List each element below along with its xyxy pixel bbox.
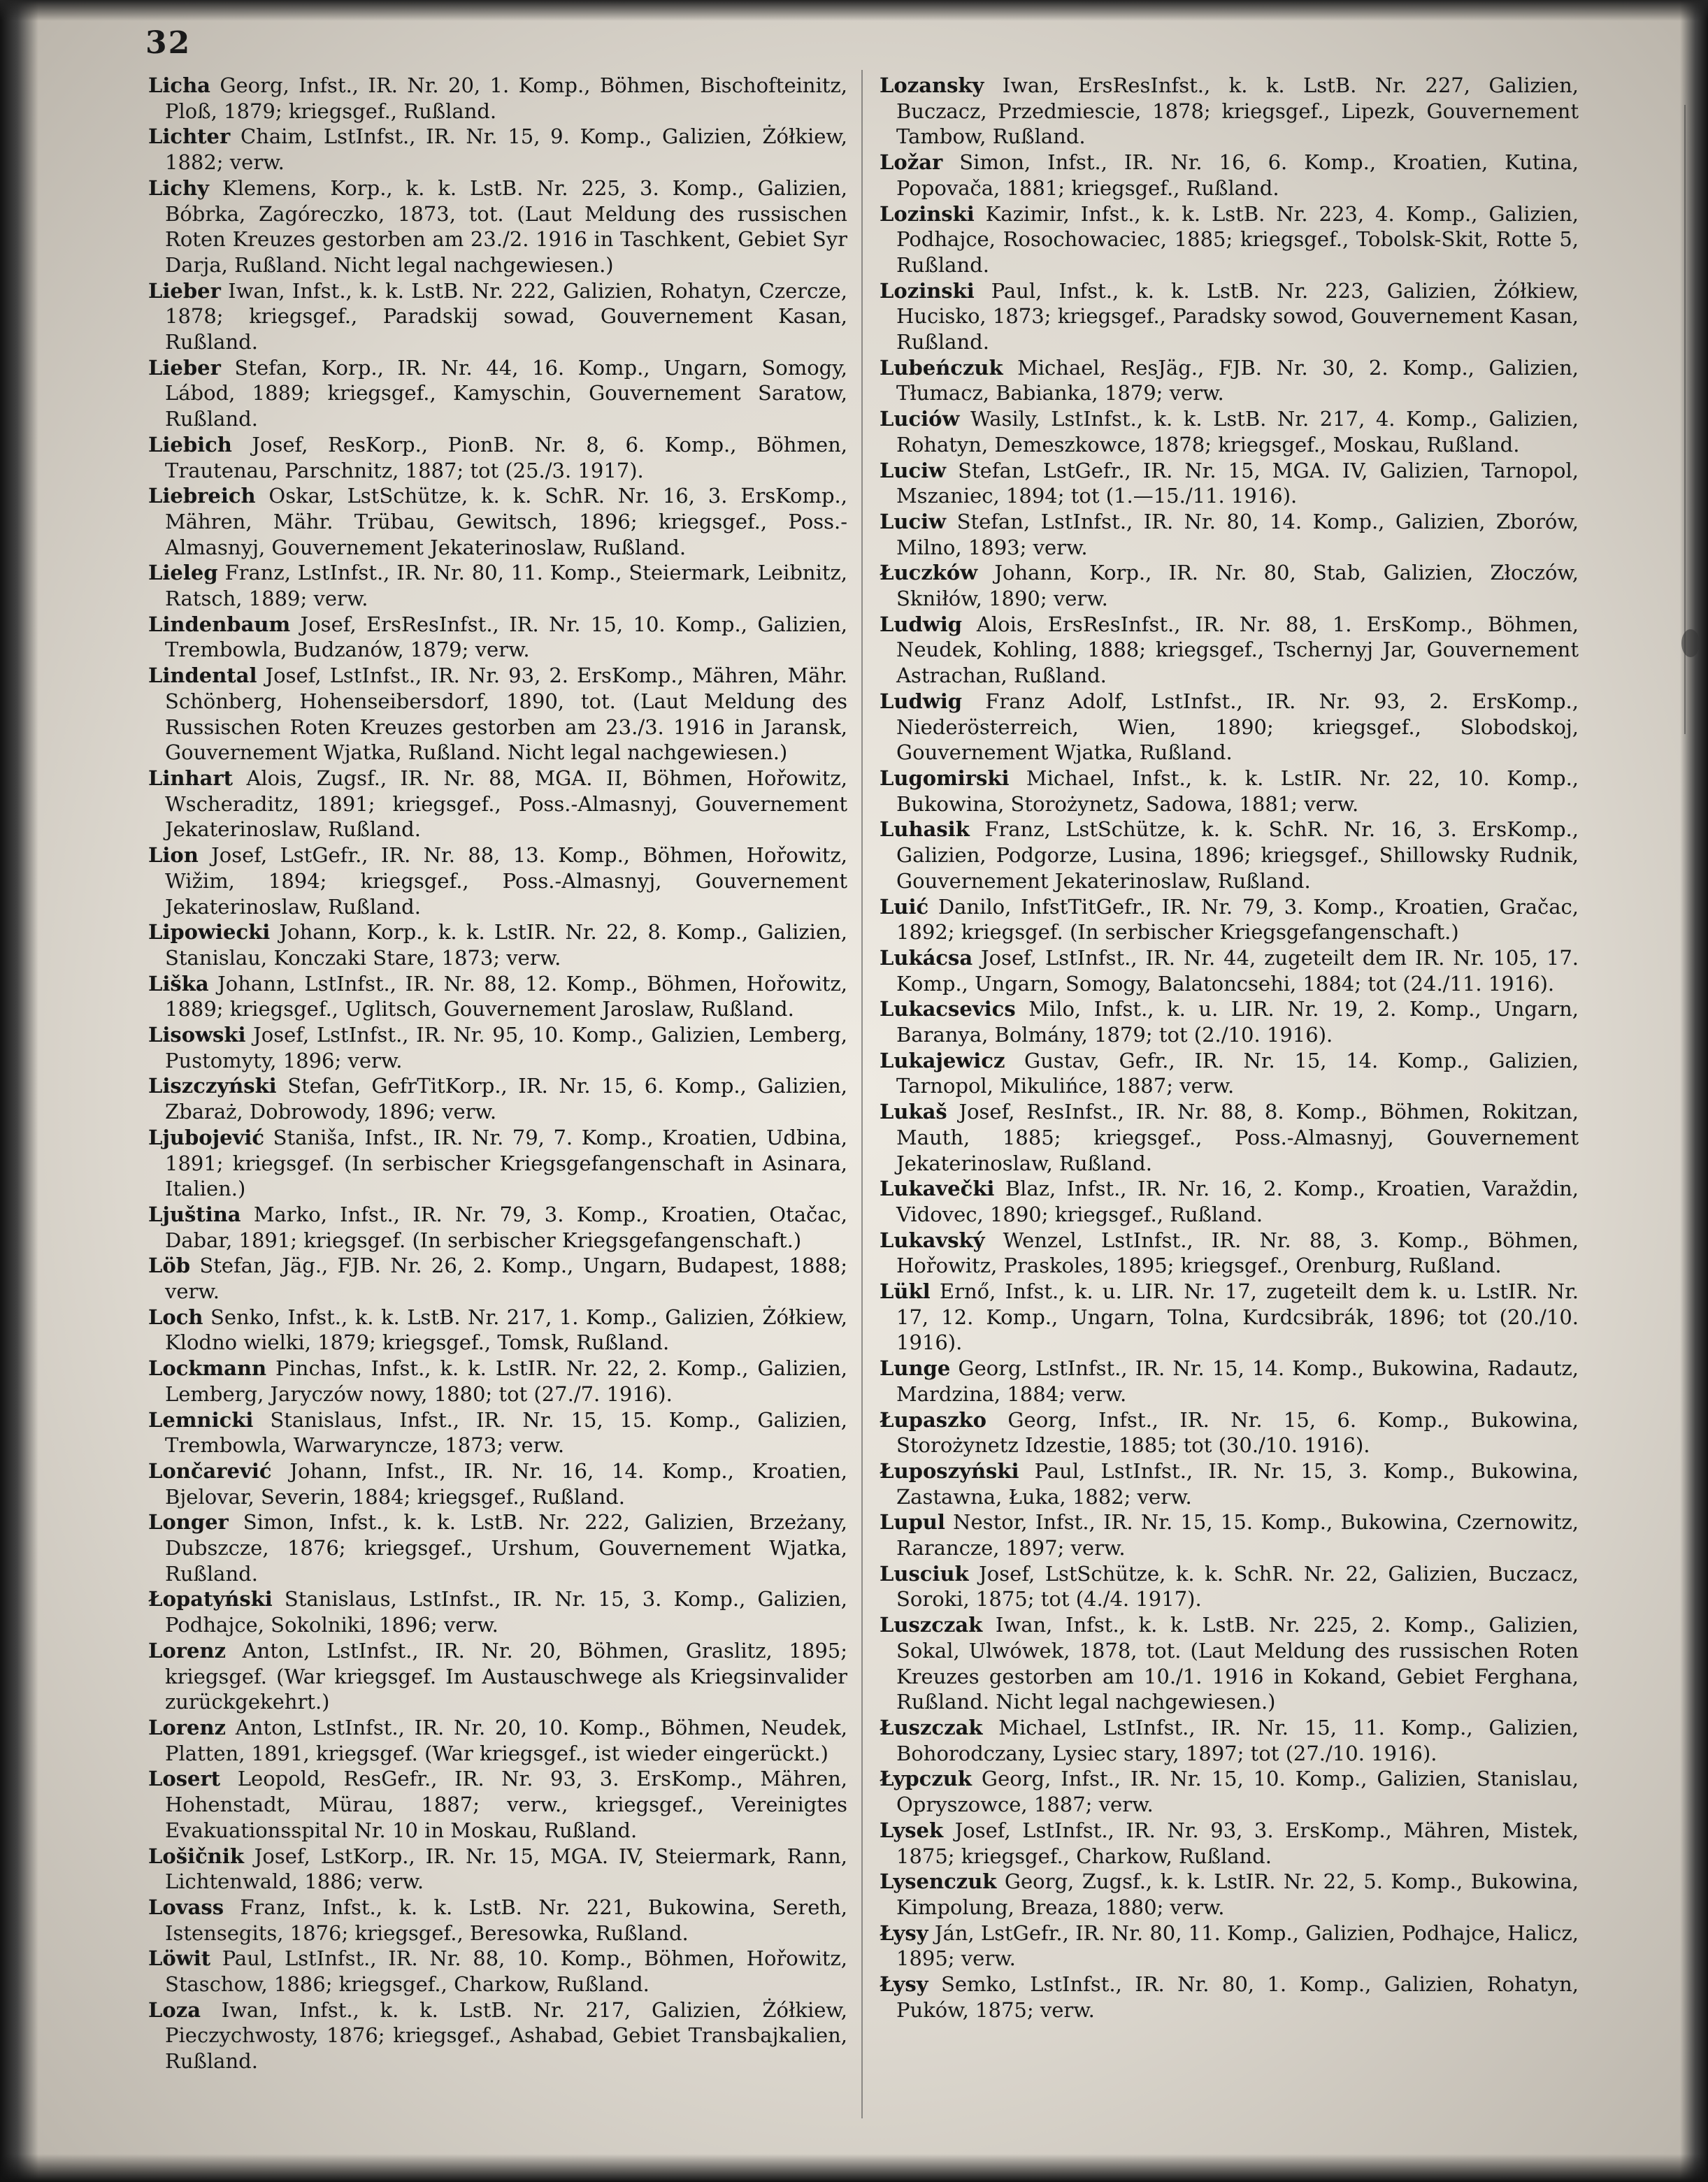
entry-surname: Luciów	[880, 407, 960, 431]
entry-surname: Lichter	[148, 124, 231, 149]
entry-details: Staniša, Infst., IR. Nr. 79, 7. Komp., Kroatien, Udbina, 1891; kriegsgef. (In serbischer Kriegsgefangenschaft in Asinara, Italien.)	[165, 1125, 847, 1201]
entry-surname: Luciw	[880, 509, 947, 533]
entry-surname: Lusciuk	[880, 1561, 969, 1586]
entry-surname: Łopatyński	[148, 1587, 273, 1612]
entry-surname: Lukácsa	[880, 945, 973, 970]
entry-details: Semko, LstInfst., IR. Nr. 80, 1. Komp., Galizien, Rohatyn, Puków, 1875; verw.	[896, 1972, 1579, 2022]
entry-details: Oskar, LstSchütze, k. k. SchR. Nr. 16, 3. ErsKomp., Mähren, Mähr. Trübau, Gewitsch, 1896; kriegsgef., Poss.-Almasnyj, Gouvernement Jekaterinoslaw, Rußland.	[165, 484, 847, 559]
entry-surname: Lükl	[880, 1279, 931, 1304]
entry-surname: Lošičnik	[148, 1844, 244, 1868]
register-entry	[880, 278, 1579, 355]
scan-shadow-left	[0, 0, 38, 2182]
register-entry	[880, 73, 1579, 150]
register-entry	[148, 1844, 847, 1895]
register-entry	[880, 150, 1579, 201]
entry-details: Gustav, Gefr., IR. Nr. 15, 14. Komp., Galizien, Tarnopol, Mikulińce, 1887; verw.	[896, 1048, 1579, 1098]
register-entry	[148, 1766, 847, 1843]
entry-surname: Lukavečki	[880, 1177, 995, 1201]
entry-details: Iwan, Infst., k. k. LstB. Nr. 222, Galizien, Rohatyn, Czercze, 1878; kriegsgef., Paradskij sowad, Gouvernement Kasan, Rußland.	[165, 278, 847, 354]
register-entry	[148, 432, 847, 483]
register-entry	[880, 1869, 1579, 1920]
register-entry	[880, 1407, 1579, 1458]
register-entry	[148, 971, 847, 1022]
register-entry	[880, 1048, 1579, 1099]
entry-details: Franz, LstSchütze, k. k. SchR. Nr. 16, 3. ErsKomp., Galizien, Podgorze, Lusina, 1896; kriegsgef., Shillowsky Rudnik, Gouvernement Jekaterinoslaw, Rußland.	[896, 817, 1579, 893]
entry-details: Danilo, InfstTitGefr., IR. Nr. 79, 3. Komp., Kroatien, Gračac, 1892; kriegsgef. (In serbischer Kriegsgefangenschaft.)	[896, 894, 1579, 945]
entry-details: Georg, Infst., IR. Nr. 20, 1. Komp., Böhmen, Bischofteinitz, Ploß, 1879; kriegsgef., Rußland.	[165, 73, 847, 123]
entry-details: Johann, Korp., k. k. LstIR. Nr. 22, 8. Komp., Galizien, Stanislau, Konczaki Stare, 1873; verw.	[165, 920, 847, 970]
register-entry	[880, 1766, 1579, 1817]
register-entry	[148, 1022, 847, 1073]
entry-surname: Lisowski	[148, 1023, 246, 1047]
entry-details: Georg, Zugsf., k. k. LstIR. Nr. 22, 5. Komp., Bukowina, Kimpolung, Breaza, 1880; verw.	[896, 1869, 1579, 1919]
register-entry	[880, 1279, 1579, 1356]
entry-surname: Lukajewicz	[880, 1048, 1005, 1072]
entry-details: Stefan, LstInfst., IR. Nr. 80, 14. Komp., Galizien, Zborów, Milno, 1893; verw.	[896, 509, 1579, 559]
register-entry	[880, 1356, 1579, 1407]
entry-details: Blaz, Infst., IR. Nr. 16, 2. Komp., Kroatien, Varaždin, Vidovec, 1890; kriegsgef., Rußland.	[896, 1177, 1579, 1226]
register-entry	[880, 766, 1579, 817]
register-entry	[148, 560, 847, 611]
entry-surname: Losert	[148, 1767, 221, 1791]
entry-surname: Lorenz	[148, 1638, 227, 1663]
page-number: 32	[145, 25, 192, 61]
entry-details: Michael, Infst., k. k. LstIR. Nr. 22, 10. Komp., Bukowina, Storożynetz, Sadowa, 1881; verw.	[896, 766, 1579, 816]
entry-details: Josef, LstGefr., IR. Nr. 88, 13. Komp., Böhmen, Hořowitz, Wižim, 1894; kriegsgef., Poss.-Almasnyj, Gouvernement Jekaterinoslaw, Rußland.	[165, 843, 847, 919]
register-entry	[148, 1253, 847, 1304]
entry-surname: Łupaszko	[880, 1407, 986, 1432]
entry-surname: Lieber	[148, 355, 221, 380]
entry-surname: Löb	[148, 1254, 191, 1278]
entry-details: Michael, LstInfst., IR. Nr. 15, 11. Komp., Galizien, Bohorodczany, Lysiec stary, 1897; tot (27./10. 1916).	[896, 1716, 1579, 1765]
entry-surname: Lončarević	[148, 1458, 272, 1483]
entry-surname: Łuposzyński	[880, 1458, 1019, 1483]
register-entry	[880, 996, 1579, 1047]
entry-surname: Lubeńczuk	[880, 355, 1003, 380]
register-entry	[880, 1715, 1579, 1766]
register-entry	[148, 1202, 847, 1253]
register-entry	[880, 1818, 1579, 1869]
entry-surname: Lichy	[148, 175, 209, 200]
register-entry	[148, 612, 847, 663]
register-entry	[148, 1895, 847, 1946]
entry-surname: Lockmann	[148, 1356, 267, 1381]
binding-clip	[1681, 629, 1700, 657]
entry-surname: Ludwig	[880, 689, 963, 713]
register-entry	[148, 1997, 847, 2074]
scan-shadow-top	[0, 0, 1708, 21]
entry-surname: Łuczków	[880, 561, 978, 585]
entry-details: Kazimir, Infst., k. k. LstB. Nr. 223, 4. Komp., Galizien, Podhajce, Rosochowaciec, 1885; kriegsgef., Tobolsk-Skit, Rotte 5, Rußland.	[896, 201, 1579, 277]
entry-details: Georg, Infst., IR. Nr. 15, 10. Komp., Galizien, Stanislau, Opryszowce, 1887; verw.	[896, 1767, 1579, 1817]
entry-surname: Lemnicki	[148, 1407, 254, 1432]
entry-details: Ernő, Infst., k. u. LIR. Nr. 17, zugeteilt dem k. u. LstIR. Nr. 17, 12. Komp., Ungarn, Tolna, Kurdcsibrák, 1896; tot (20./10. 1916).	[896, 1279, 1579, 1355]
entry-surname: Liebreich	[148, 484, 256, 508]
register-entry	[880, 1228, 1579, 1279]
register-entry	[148, 1458, 847, 1509]
register-entry	[148, 1407, 847, 1458]
entry-details: Stefan, Korp., IR. Nr. 44, 16. Komp., Ungarn, Somogy, Lábod, 1889; kriegsgef., Kamyschin, Gouvernement Saratow, Rußland.	[165, 355, 847, 431]
entry-surname: Lipowiecki	[148, 920, 271, 945]
entry-details: Josef, LstInfst., IR. Nr. 93, 2. ErsKomp., Mähren, Mähr. Schönberg, Hohenseibersdorf, 1890, tot. (Laut Meldung des Russischen Roten Kreuzes gestorben am 23./3. 1916 in Jaransk, Gouvernement Wjatka, Rußland. Nicht legal nachgewiesen.)	[165, 663, 847, 765]
register-entry	[148, 175, 847, 278]
register-entry	[880, 1921, 1579, 1972]
entry-details: Johann, Korp., IR. Nr. 80, Stab, Galizien, Złoczów, Skniłów, 1890; verw.	[896, 561, 1579, 611]
entry-surname: Lugomirski	[880, 766, 1010, 790]
entry-details: Marko, Infst., IR. Nr. 79, 3. Komp., Kroatien, Otačac, Dabar, 1891; kriegsgef. (In serbischer Kriegsgefangenschaft.)	[165, 1202, 847, 1252]
entry-surname: Lovass	[148, 1895, 224, 1919]
entry-details: Josef, LstInfst., IR. Nr. 93, 3. ErsKomp., Mähren, Mistek, 1875; kriegsgef., Charkow, Rußland.	[896, 1818, 1579, 1868]
entry-details: Josef, LstInfst., IR. Nr. 44, zugeteilt dem IR. Nr. 105, 17. Komp., Ungarn, Somogy, Balatoncsehi, 1884; tot (24./11. 1916).	[896, 945, 1579, 996]
entry-details: Josef, LstInfst., IR. Nr. 95, 10. Komp., Galizien, Lemberg, Pustomyty, 1896; verw.	[165, 1023, 847, 1072]
entry-surname: Lindental	[148, 663, 257, 688]
entry-surname: Luić	[880, 894, 929, 919]
entry-surname: Lukacsevics	[880, 997, 1016, 1021]
entry-surname: Łypczuk	[880, 1767, 972, 1791]
register-entry	[148, 663, 847, 766]
entry-details: Michael, ResJäg., FJB. Nr. 30, 2. Komp., Galizien, Tłumacz, Babianka, 1879; verw.	[896, 355, 1579, 405]
entry-details: Leopold, ResGefr., IR. Nr. 93, 3. ErsKomp., Mähren, Hohenstadt, Mürau, 1887; verw., kriegsgef., Vereinigtes Evakuationsspital Nr. 10 in Moskau, Rußland.	[165, 1767, 847, 1842]
entry-details: Alois, ErsResInfst., IR. Nr. 88, 1. ErsKomp., Böhmen, Neudek, Kohling, 1888; kriegsgef., Tschernyj Jar, Gouvernement Astrachan, Rußland.	[896, 612, 1579, 688]
register-entry	[148, 1305, 847, 1356]
entry-details: Stanislaus, Infst., IR. Nr. 15, 15. Komp., Galizien, Trembowla, Warwaryncze, 1873; verw.	[165, 1407, 847, 1458]
entry-details: Paul, Infst., k. k. LstB. Nr. 223, Galizien, Żółkiew, Hucisko, 1873; kriegsgef., Paradsky sowod, Gouvernement Kasan, Rußland.	[896, 278, 1579, 354]
register-entry	[148, 919, 847, 970]
register-entry	[148, 1946, 847, 1997]
entry-surname: Lieber	[148, 278, 221, 303]
entry-details: Simon, Infst., IR. Nr. 16, 6. Komp., Kroatien, Kutina, Popovača, 1881; kriegsgef., Rußland.	[896, 150, 1579, 200]
entry-details: Iwan, Infst., k. k. LstB. Nr. 225, 2. Komp., Galizien, Sokal, Ulwówek, 1878, tot. (Laut Meldung des russischen Roten Kreuzes gestorben am 10./1. 1916 in Kokand, Gebiet Ferghana, Rußland. Nicht legal nachgewiesen.)	[896, 1613, 1579, 1714]
register-entry	[880, 1612, 1579, 1715]
entry-surname: Longer	[148, 1510, 229, 1535]
entry-surname: Lozansky	[880, 73, 984, 97]
entry-details: Franz Adolf, LstInfst., IR. Nr. 93, 2. ErsKomp., Niederösterreich, Wien, 1890; kriegsgef., Slobodskoj, Gouvernement Wjatka, Rußland.	[896, 689, 1579, 765]
entry-details: Josef, ErsResInfst., IR. Nr. 15, 10. Komp., Galizien, Trembowla, Budzanów, 1879; verw.	[165, 612, 847, 662]
entry-surname: Lunge	[880, 1356, 951, 1381]
entry-surname: Łysy	[880, 1972, 928, 1997]
register-entry	[880, 355, 1579, 406]
entry-details: Alois, Zugsf., IR. Nr. 88, MGA. II, Böhmen, Hořowitz, Wscheraditz, 1891; kriegsgef., Poss.-Almasnyj, Gouvernement Jekaterinoslaw, Rußland.	[165, 766, 847, 842]
entry-details: Simon, Infst., k. k. LstB. Nr. 222, Galizien, Brzeżany, Dubszcze, 1876; kriegsgef., Urshum, Gouvernement Wjatka, Rußland.	[165, 1510, 847, 1586]
entry-surname: Lorenz	[148, 1716, 227, 1739]
entry-details: Iwan, Infst., k. k. LstB. Nr. 217, Galizien, Żółkiew, Pieczychwosty, 1876; kriegsgef., Ashabad, Gebiet Transbajkalien, Rußland.	[165, 1997, 847, 2074]
register-entry	[880, 1561, 1579, 1612]
entry-details: Wasily, LstInfst., k. k. LstB. Nr. 217, 4. Komp., Galizien, Rohatyn, Demeszkowce, 1878; kriegsgef., Moskau, Rußland.	[896, 407, 1579, 457]
entry-details: Stefan, GefrTitKorp., IR. Nr. 15, 6. Komp., Galizien, Zbaraż, Dobrowody, 1896; verw.	[165, 1074, 847, 1124]
entry-details: Josef, LstSchütze, k. k. SchR. Nr. 22, Galizien, Buczacz, Soroki, 1875; tot (4./4. 1917).	[896, 1561, 1579, 1612]
entry-details: Stanislaus, LstInfst., IR. Nr. 15, 3. Komp., Galizien, Podhajce, Sokolniki, 1896; verw.	[165, 1587, 847, 1637]
right-column	[880, 73, 1579, 2023]
entry-surname: Lysenczuk	[880, 1869, 997, 1894]
entry-surname: Ljubojević	[148, 1125, 265, 1149]
entry-details: Pinchas, Infst., k. k. LstIR. Nr. 22, 2. Komp., Galizien, Lemberg, Jaryczów nowy, 1880; tot (27./7. 1916).	[165, 1356, 847, 1406]
register-entry	[148, 1715, 847, 1766]
left-column	[148, 73, 847, 2074]
register-entry	[880, 1509, 1579, 1560]
entry-details: Senko, Infst., k. k. LstB. Nr. 217, 1. Komp., Galizien, Żółkiew, Klodno wielki, 1879; kriegsgef., Tomsk, Rußland.	[165, 1305, 847, 1355]
register-entry	[880, 509, 1579, 560]
entry-details: Franz, Infst., k. k. LstB. Nr. 221, Bukowina, Sereth, Istensegits, 1876; kriegsgef., Beresowka, Rußland.	[165, 1895, 847, 1945]
entry-surname: Łysy	[880, 1921, 928, 1945]
entry-surname: Lupul	[880, 1510, 945, 1535]
entry-details: Milo, Infst., k. u. LIR. Nr. 19, 2. Komp., Ungarn, Baranya, Bolmány, 1879; tot (2./10. 1916).	[896, 997, 1579, 1047]
entry-details: Paul, LstInfst., IR. Nr. 15, 3. Komp., Bukowina, Zastawna, Łuka, 1882; verw.	[896, 1458, 1579, 1509]
entry-surname: Luhasik	[880, 817, 970, 842]
entry-surname: Ložar	[880, 150, 943, 175]
register-entry	[880, 817, 1579, 893]
entry-surname: Lion	[148, 843, 199, 868]
entry-surname: Liška	[148, 971, 209, 996]
register-entry	[880, 894, 1579, 945]
entry-details: Georg, LstInfst., IR. Nr. 15, 14. Komp., Bukowina, Radautz, Mardzina, 1884; verw.	[896, 1356, 1579, 1406]
entry-details: Wenzel, LstInfst., IR. Nr. 88, 3. Komp., Böhmen, Hořowitz, Praskoles, 1895; kriegsgef., Orenburg, Rußland.	[896, 1228, 1579, 1278]
register-entry	[880, 406, 1579, 457]
entry-surname: Linhart	[148, 766, 234, 790]
register-entry	[148, 1125, 847, 1202]
entry-details: Klemens, Korp., k. k. LstB. Nr. 225, 3. Komp., Galizien, Bóbrka, Zagóreczko, 1873, tot. (Laut Meldung des russischen Roten Kreuzes gestorben am 23./2. 1916 in Taschkent, Gebiet Syr Darja, Rußland. Nicht legal nachgewiesen.)	[165, 175, 847, 277]
entry-details: Josef, ResInfst., IR. Nr. 88, 8. Komp., Böhmen, Rokitzan, Mauth, 1885; kriegsgef., Poss.-Almasnyj, Gouvernement Jekaterinoslaw, Rußland.	[896, 1100, 1579, 1175]
entry-surname: Ljuština	[148, 1202, 241, 1226]
register-entry	[148, 1509, 847, 1586]
entry-surname: Löwit	[148, 1946, 211, 1971]
register-entry	[880, 689, 1579, 766]
entry-surname: Lukavský	[880, 1228, 985, 1252]
register-entry	[880, 458, 1579, 509]
entry-surname: Liszczyński	[148, 1074, 277, 1098]
entry-details: Chaim, LstInfst., IR. Nr. 15, 9. Komp., Galizien, Żółkiew, 1882; verw.	[165, 124, 847, 175]
register-entry	[148, 124, 847, 175]
entry-surname: Łuszczak	[880, 1716, 983, 1739]
entry-details: Nestor, Infst., IR. Nr. 15, 15. Komp., Bukowina, Czernowitz, Rarancze, 1897; verw.	[896, 1510, 1579, 1560]
register-entry	[880, 612, 1579, 689]
entry-surname: Ludwig	[880, 612, 963, 636]
register-entry	[880, 945, 1579, 996]
entry-surname: Luszczak	[880, 1613, 983, 1637]
entry-surname: Lukaš	[880, 1100, 947, 1124]
entry-details: Anton, LstInfst., IR. Nr. 20, 10. Komp., Böhmen, Neudek, Platten, 1891, kriegsgef. (War kriegsgef., ist wieder eingerückt.)	[165, 1716, 847, 1765]
register-entry	[148, 278, 847, 355]
register-entry	[148, 355, 847, 432]
entry-surname: Liebich	[148, 432, 232, 457]
register-entry	[880, 1972, 1579, 2023]
register-entry	[880, 201, 1579, 278]
entry-surname: Lozinski	[880, 201, 975, 226]
entry-details: Georg, Infst., IR. Nr. 15, 6. Komp., Bukowina, Storożynetz Idzestie, 1885; tot (30./10. 1916).	[896, 1407, 1579, 1458]
register-entry	[148, 73, 847, 124]
register-entry	[148, 842, 847, 919]
entry-surname: Licha	[148, 73, 210, 97]
entry-details: Ján, LstGefr., IR. Nr. 80, 11. Komp., Galizien, Podhajce, Halicz, 1895; verw.	[896, 1921, 1579, 1971]
entry-details: Stefan, Jäg., FJB. Nr. 26, 2. Komp., Ungarn, Budapest, 1888; verw.	[165, 1254, 847, 1304]
entry-details: Franz, LstInfst., IR. Nr. 80, 11. Komp., Steiermark, Leibnitz, Ratsch, 1889; verw.	[165, 561, 847, 611]
entry-surname: Lieleg	[148, 561, 218, 585]
entry-surname: Luciw	[880, 458, 947, 482]
entry-surname: Lysek	[880, 1818, 944, 1842]
entry-details: Paul, LstInfst., IR. Nr. 88, 10. Komp., Böhmen, Hořowitz, Staschow, 1886; kriegsgef., Charkow, Rußland.	[165, 1946, 847, 1997]
register-entry	[880, 1458, 1579, 1509]
register-entry	[880, 1176, 1579, 1227]
entry-details: Stefan, LstGefr., IR. Nr. 15, MGA. IV, Galizien, Tarnopol, Mszaniec, 1894; tot (1.—15./11. 1916).	[896, 458, 1579, 508]
register-entry	[148, 1638, 847, 1715]
entry-surname: Loza	[148, 1997, 201, 2022]
register-entry	[148, 483, 847, 560]
register-entry	[148, 1073, 847, 1124]
entry-details: Iwan, ErsResInfst., k. k. LstB. Nr. 227, Galizien, Buczacz, Przedmiescie, 1878; kriegsgef., Lipezk, Gouvernement Tambow, Rußland.	[896, 73, 1579, 149]
register-entry	[880, 1099, 1579, 1176]
entry-details: Josef, ResKorp., PionB. Nr. 8, 6. Komp., Böhmen, Trautenau, Parschnitz, 1887; tot (25./3. 1917).	[165, 432, 847, 482]
register-entry	[148, 1356, 847, 1407]
entry-surname: Loch	[148, 1305, 203, 1329]
register-entry	[880, 560, 1579, 611]
entry-details: Josef, LstKorp., IR. Nr. 15, MGA. IV, Steiermark, Rann, Lichtenwald, 1886; verw.	[165, 1844, 847, 1894]
entry-details: Johann, LstInfst., IR. Nr. 88, 12. Komp., Böhmen, Hořowitz, 1889; kriegsgef., Uglitsch, Gouvernement Jaroslaw, Rußland.	[165, 971, 847, 1021]
scan-shadow-bottom	[0, 2154, 1708, 2182]
register-entry	[148, 766, 847, 842]
register-entry	[148, 1586, 847, 1637]
column-divider	[861, 70, 863, 2118]
entry-surname: Lozinski	[880, 278, 975, 303]
entry-details: Anton, LstInfst., IR. Nr. 20, Böhmen, Graslitz, 1895; kriegsgef. (War kriegsgef. Im Austauschwege als Kriegsinvalider zurückgekehrt.)	[165, 1638, 847, 1714]
entry-surname: Lindenbaum	[148, 612, 291, 636]
entry-details: Johann, Infst., IR. Nr. 16, 14. Komp., Kroatien, Bjelovar, Severin, 1884; kriegsgef., Rußland.	[165, 1458, 847, 1509]
